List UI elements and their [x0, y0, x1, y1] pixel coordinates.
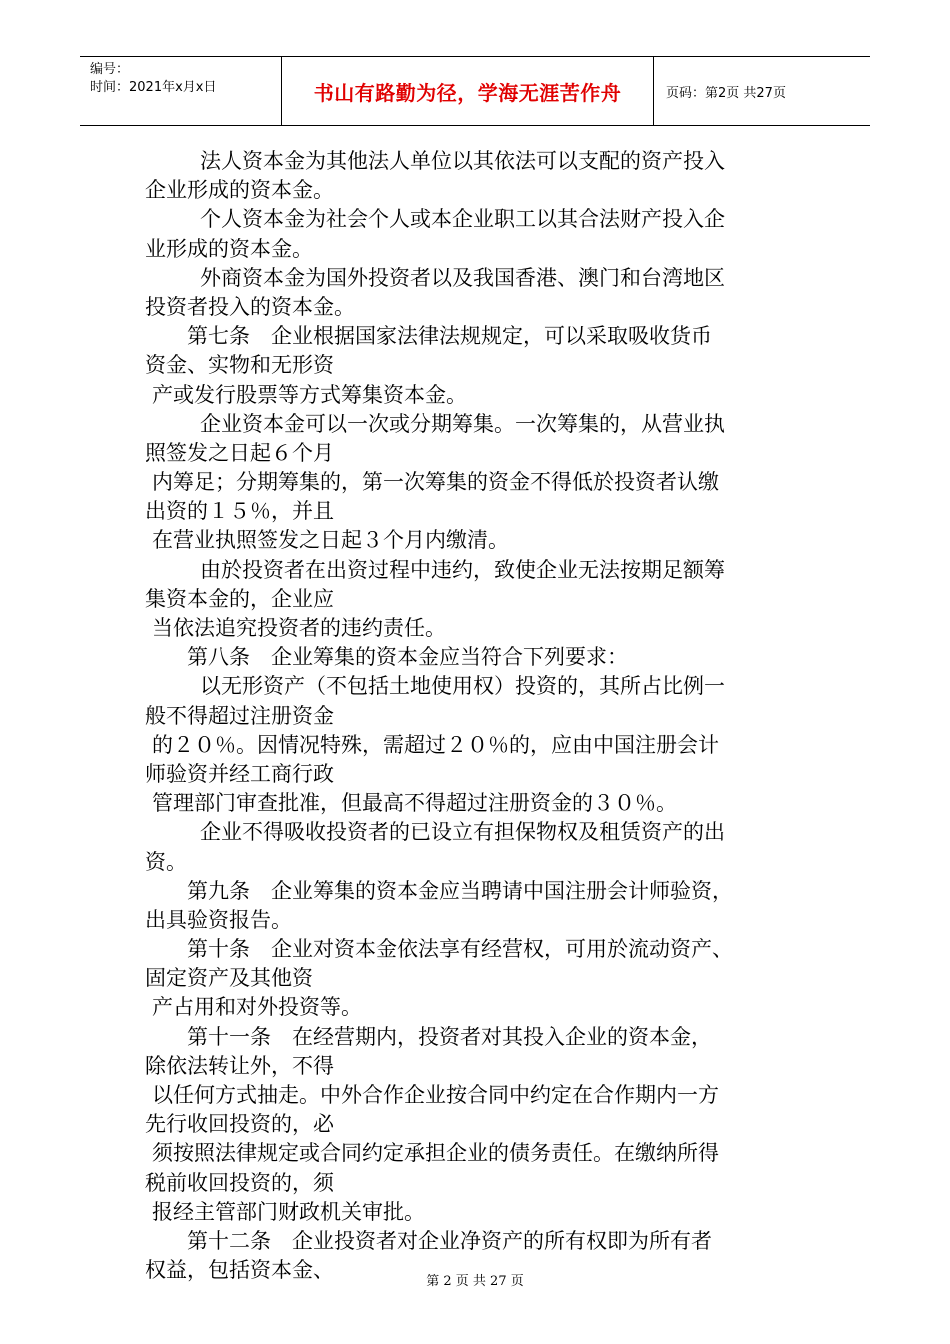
body-text-line: 资。	[145, 849, 187, 874]
body-text-line: 出具验资报告。	[145, 907, 292, 932]
page-footer: 第 2 页 共 27 页	[426, 1274, 524, 1289]
body-text-line: 先行收回投资的，必	[145, 1112, 334, 1137]
header-page-info: 页码：第2页 共27页	[666, 85, 786, 101]
body-text-line: 第十一条 在经营期内，投资者对其投入企业的资本金，	[187, 1024, 712, 1049]
body-text-line: 内筹足；分期筹集的，第一次筹集的资金不得低於投资者认缴	[152, 470, 719, 495]
page-header	[80, 56, 870, 126]
body-text-line: 以无形资产（不包括土地使用权）投资的，其所占比例一	[200, 674, 725, 699]
body-text-line: 集资本金的，企业应	[145, 586, 334, 611]
body-text-line: 个人资本金为社会个人或本企业职工以其合法财产投入企	[200, 207, 725, 232]
body-text-line: 报经主管部门财政机关审批。	[152, 1199, 425, 1224]
body-text-line: 产或发行股票等方式筹集资本金。	[152, 382, 467, 407]
body-text-line: 师验资并经工商行政	[145, 761, 334, 786]
body-text-line: 企业形成的资本金。	[145, 178, 334, 203]
body-text-line: 以任何方式抽走。中外合作企业按合同中约定在合作期内一方	[152, 1083, 719, 1107]
body-text-line: 第九条 企业筹集的资本金应当聘请中国注册会计师验资，	[187, 878, 733, 903]
body-text-line: 产占用和对外投资等。	[152, 995, 362, 1020]
body-text-line: 资金、实物和无形资	[145, 353, 334, 378]
document-number-label: 编号：	[90, 62, 130, 77]
body-text-line: 的２０％。因情况特殊，需超过２０％的，应由中国注册会计	[152, 732, 719, 757]
body-text-line: 投资者投入的资本金。	[145, 294, 355, 319]
body-text-line: 须按照法律规定或合同约定承担企业的债务责任。在缴纳所得	[152, 1141, 719, 1166]
body-text-line: 除依法转让外，不得	[145, 1053, 334, 1078]
document-time-label: 时间：2021年x月x日	[90, 80, 217, 95]
body-text-line: 税前收回投资的，须	[145, 1170, 334, 1195]
body-text-line: 第十条 企业对资本金依法享有经营权，可用於流动资产、	[187, 937, 733, 962]
body-text-line: 权益，包括资本金、	[145, 1258, 334, 1283]
body-text-line: 般不得超过注册资金	[145, 703, 334, 728]
body-text-line: 照签发之日起６个月	[145, 440, 334, 465]
body-text-line: 第八条 企业筹集的资本金应当符合下列要求：	[187, 645, 628, 670]
body-text-line: 当依法追究投资者的违约责任。	[152, 616, 446, 640]
body-text-line: 法人资本金为其他法人单位以其依法可以支配的资产投入	[200, 149, 725, 173]
body-text-line: 固定资产及其他资	[145, 966, 313, 991]
body-text-line: 由於投资者在出资过程中违约，致使企业无法按期足额筹	[200, 557, 725, 582]
body-text-line: 企业资本金可以一次或分期筹集。一次筹集的，从营业执	[200, 411, 725, 436]
header-motto: 书山有路勤为径，学海无涯苦作舟	[282, 57, 654, 125]
body-text-line: 出资的１５％，并且	[145, 499, 334, 524]
header-meta	[80, 57, 282, 125]
document-body	[145, 147, 805, 1285]
body-text-line: 外商资本金为国外投资者以及我国香港、澳门和台湾地区	[200, 265, 725, 290]
body-text-line: 在营业执照签发之日起３个月内缴清。	[152, 528, 509, 553]
body-text-line: 第十二条 企业投资者对企业净资产的所有权即为所有者	[187, 1228, 712, 1253]
body-text-line: 业形成的资本金。	[145, 236, 313, 261]
body-text-line: 管理部门审查批准，但最高不得超过注册资金的３０％。	[152, 791, 677, 816]
body-text-line: 企业不得吸收投资者的已设立有担保物权及租赁资产的出	[200, 820, 725, 845]
body-text-line: 第七条 企业根据国家法律法规规定，可以采取吸收货币	[187, 324, 712, 349]
